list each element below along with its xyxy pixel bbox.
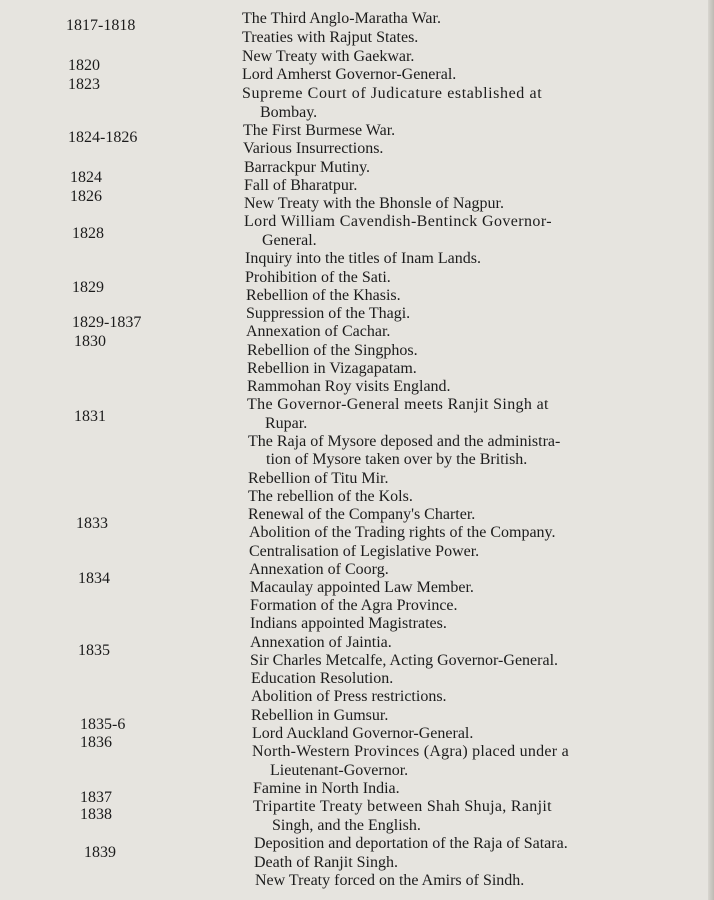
year-label: 1835 bbox=[78, 642, 110, 659]
event-line: Bombay. bbox=[260, 104, 318, 121]
event-line: Rebellion in Gumsur. bbox=[251, 707, 389, 724]
event-line: Renewal of the Company's Charter. bbox=[248, 506, 476, 523]
year-label: 1833 bbox=[76, 515, 108, 532]
event-line: The Raja of Mysore deposed and the administra- bbox=[248, 433, 561, 450]
event-line: Rebellion of the Khasis. bbox=[246, 287, 401, 304]
event-line: Annexation of Jaintia. bbox=[250, 634, 392, 651]
event-line: The First Burmese War. bbox=[243, 122, 396, 139]
year-label: 1817-1818 bbox=[66, 17, 136, 34]
event-line: Various Insurrections. bbox=[243, 140, 384, 157]
event-line: The rebellion of the Kols. bbox=[248, 488, 413, 505]
year-label: 1838 bbox=[80, 806, 112, 823]
year-label: 1824-1826 bbox=[68, 129, 138, 146]
event-line: General. bbox=[262, 232, 317, 249]
event-line: Rupar. bbox=[265, 415, 308, 432]
event-line: Suppression of the Thagi. bbox=[246, 305, 411, 322]
page-edge bbox=[708, 0, 714, 900]
event-line: Fall of Bharatpur. bbox=[244, 177, 358, 194]
event-line: Rebellion of the Singphos. bbox=[247, 342, 418, 359]
event-line: Abolition of Press restrictions. bbox=[251, 688, 447, 705]
event-line: Famine in North India. bbox=[253, 780, 400, 797]
year-label: 1836 bbox=[80, 734, 112, 751]
event-line: Annexation of Coorg. bbox=[249, 561, 389, 578]
event-line: Abolition of the Trading rights of the Company. bbox=[249, 524, 556, 541]
event-line: New Treaty with the Bhonsle of Nagpur. bbox=[244, 195, 504, 212]
year-label: 1834 bbox=[78, 570, 110, 587]
year-label: 1826 bbox=[70, 188, 102, 205]
event-line: Lieutenant-Governor. bbox=[270, 762, 409, 779]
event-line: New Treaty with Gaekwar. bbox=[242, 48, 415, 65]
event-line: Rammohan Roy visits England. bbox=[247, 378, 451, 395]
event-line: Sir Charles Metcalfe, Acting Governor-General. bbox=[250, 652, 559, 669]
event-line: Lord William Cavendish-Bentinck Governor- bbox=[244, 213, 552, 230]
event-line: Lord Auckland Governor-General. bbox=[252, 725, 474, 742]
year-label: 1823 bbox=[68, 76, 100, 93]
year-label: 1831 bbox=[74, 408, 106, 425]
event-line: Formation of the Agra Province. bbox=[250, 597, 458, 614]
event-line: Treaties with Rajput States. bbox=[242, 29, 419, 46]
event-line: Prohibition of the Sati. bbox=[245, 269, 391, 286]
event-line: The Governor-General meets Ranjit Singh at bbox=[247, 396, 549, 413]
event-line: Death of Ranjit Singh. bbox=[254, 854, 398, 871]
year-label: 1839 bbox=[84, 844, 116, 861]
event-line: Tripartite Treaty between Shah Shuja, Ranjit bbox=[253, 798, 552, 815]
year-label: 1837 bbox=[80, 789, 112, 806]
event-line: Supreme Court of Judicature established at bbox=[242, 85, 543, 102]
year-label: 1829-1837 bbox=[72, 314, 142, 331]
year-label: 1829 bbox=[72, 279, 104, 296]
event-line: New Treaty forced on the Amirs of Sindh. bbox=[255, 872, 525, 889]
year-label: 1824 bbox=[70, 169, 102, 186]
event-line: Indians appointed Magistrates. bbox=[250, 615, 447, 632]
event-line: The Third Anglo-Maratha War. bbox=[242, 10, 441, 27]
event-line: Singh, and the English. bbox=[272, 817, 421, 834]
event-line: Annexation of Cachar. bbox=[246, 323, 391, 340]
event-line: Lord Amherst Governor-General. bbox=[242, 66, 457, 83]
event-line: North-Western Provinces (Agra) placed under a bbox=[252, 743, 569, 760]
year-label: 1830 bbox=[74, 333, 106, 350]
event-line: Rebellion of Titu Mir. bbox=[248, 470, 389, 487]
event-line: Centralisation of Legislative Power. bbox=[249, 543, 480, 560]
event-line: Macaulay appointed Law Member. bbox=[250, 579, 474, 596]
event-line: Barrackpur Mutiny. bbox=[244, 159, 371, 176]
event-line: Education Resolution. bbox=[251, 670, 394, 687]
year-label: 1828 bbox=[72, 225, 104, 242]
year-label: 1835-6 bbox=[80, 716, 126, 733]
year-label: 1820 bbox=[68, 57, 100, 74]
event-line: Inquiry into the titles of Inam Lands. bbox=[245, 250, 481, 267]
event-line: Rebellion in Vizagapatam. bbox=[247, 360, 417, 377]
event-line: Deposition and deportation of the Raja of Satara. bbox=[254, 835, 568, 852]
event-line: tion of Mysore taken over by the British. bbox=[266, 451, 528, 468]
